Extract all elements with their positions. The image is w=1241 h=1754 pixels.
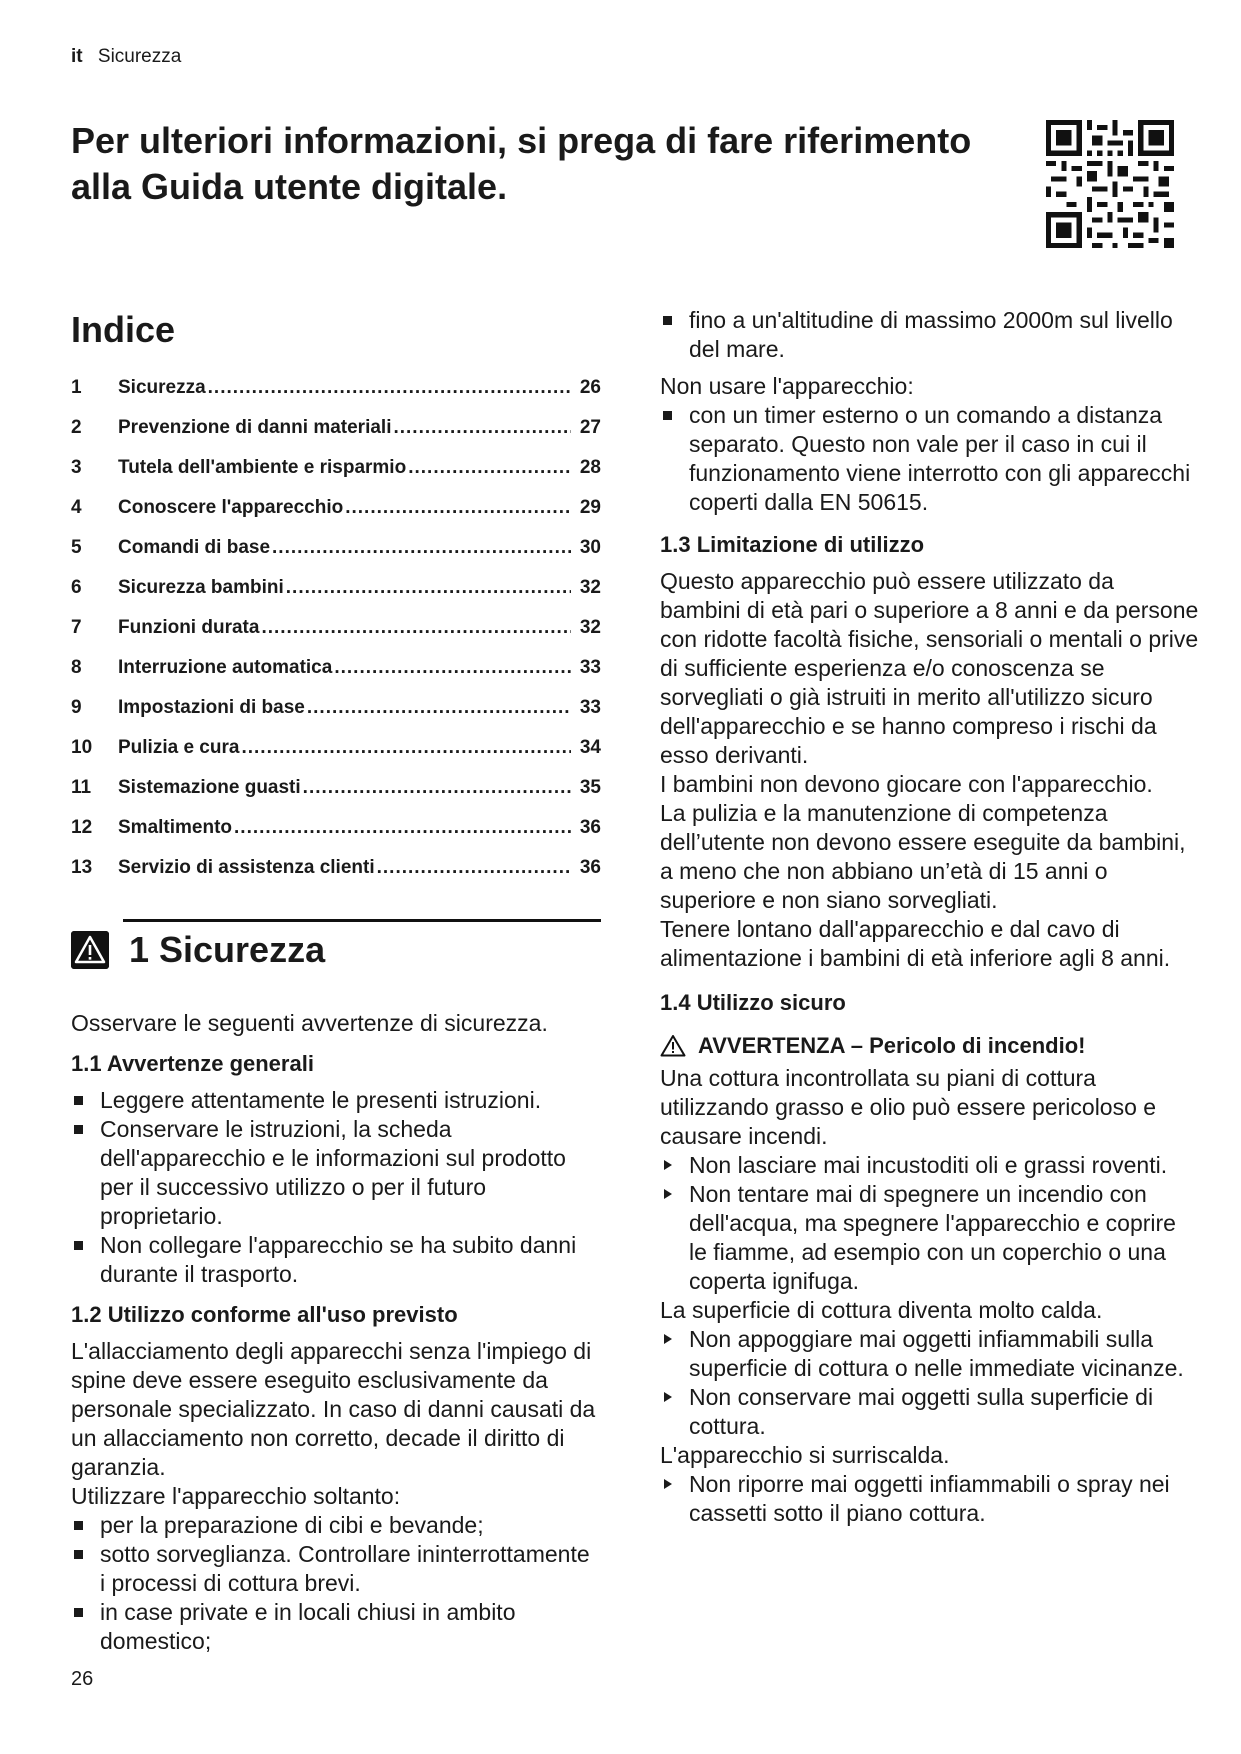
toc-label: Impostazioni di base	[118, 697, 305, 718]
toc-page: 30	[579, 537, 601, 558]
subsection-title: 1.4 Utilizzo sicuro	[660, 990, 846, 1015]
list-item-text: con un timer esterno o un comando a distanza separato. Questo non vale per il caso in cui il funzionamento viene interrotto con gli apparecchi coperti dalla EN 50615.	[689, 402, 1191, 515]
paragraph: La pulizia e la manutenzione di competenza dell’utente non devono essere eseguite da bambini, a meno che non abbiano un’età di 15 anni o superiore e non siano sorvegliati.	[660, 800, 1186, 913]
running-header	[71, 46, 181, 68]
toc-leader	[303, 777, 571, 799]
qr-code-icon[interactable]	[1046, 120, 1174, 248]
table-of-contents	[71, 377, 601, 897]
paragraph: Utilizzare l'apparecchio soltanto:	[71, 1483, 401, 1509]
toc-entry[interactable]	[71, 457, 601, 497]
subsection-title: 1.1 Avvertenze generali	[71, 1051, 314, 1076]
list-item-text: Non riporre mai oggetti infiammabili o spray nei cassetti sotto il piano cottura.	[689, 1471, 1170, 1526]
warning-text: AVVERTENZA – Pericolo di incendio!	[698, 1033, 1086, 1058]
section-intro: Osservare le seguenti avvertenze di sicurezza.	[71, 1010, 548, 1036]
bullet-square-icon	[74, 1521, 83, 1530]
toc-number: 12	[71, 817, 93, 838]
section-rule	[123, 919, 601, 922]
toc-number: 10	[71, 737, 93, 758]
list-item-text: Conservare le istruzioni, la scheda dell'apparecchio e le informazioni sul prodotto per il successivo utilizzo o per il futuro proprietario.	[100, 1116, 566, 1229]
paragraph: Non usare l'apparecchio:	[660, 373, 914, 399]
toc-leader	[272, 537, 571, 559]
subsection-title: 1.3 Limitazione di utilizzo	[660, 532, 925, 557]
list-item-text: per la preparazione di cibi e bevande;	[100, 1512, 484, 1538]
toc-label: Smaltimento	[118, 817, 233, 838]
list-item	[660, 306, 1200, 364]
paragraph: La superficie di cottura diventa molto calda.	[660, 1297, 1103, 1323]
toc-page: 35	[579, 777, 601, 798]
bullet-square-icon	[663, 411, 672, 420]
section-body-left	[71, 1009, 601, 1656]
bullet-list	[71, 1511, 601, 1656]
paragraph: Tenere lontano dall'apparecchio e dal cavo di alimentazione i bambini di età inferiore agli 8 anni.	[660, 916, 1171, 971]
toc-label: Conoscere l'apparecchio	[118, 497, 344, 518]
toc-label: Interruzione automatica	[118, 657, 333, 678]
paragraph: Questo apparecchio può essere utilizzato da bambini di età pari o superiore a 8 anni e da persone con ridotte facoltà fisiche, sensoriali o mentali o prive di sufficiente esperienza e/o conoscenza se sorvegliati o già istruiti in merito all'utilizzo sicuro dell'apparecchio e se hanno compreso i rischi da esso derivanti.	[660, 568, 1199, 768]
subsection-title: 1.2 Utilizzo conforme all'uso previsto	[71, 1302, 458, 1327]
toc-entry[interactable]	[71, 737, 601, 777]
list-item-text: in case private e in locali chiusi in ambito domestico;	[100, 1599, 516, 1654]
toc-entry[interactable]	[71, 617, 601, 657]
step-list	[660, 1325, 1200, 1441]
list-item	[71, 1115, 601, 1231]
toc-number: 2	[71, 417, 82, 438]
paragraph: L'apparecchio si surriscalda.	[660, 1442, 950, 1468]
warning-icon	[71, 931, 109, 969]
list-item	[71, 1231, 601, 1289]
toc-page: 33	[579, 697, 601, 718]
toc-number: 11	[71, 777, 92, 798]
paragraph: L'allacciamento degli apparecchi senza l'impiego di spine deve essere eseguito esclusivamente da personale specializzato. In caso di danni causati da un allacciamento non corretto, decade il diritto di garanzia.	[71, 1338, 596, 1480]
step-list	[660, 1470, 1200, 1528]
toc-number: 4	[71, 497, 82, 518]
warning-heading	[660, 1031, 1200, 1060]
toc-title: Indice	[71, 309, 176, 350]
bullet-square-icon	[74, 1550, 83, 1559]
toc-number: 6	[71, 577, 82, 598]
toc-entry[interactable]	[71, 657, 601, 697]
toc-page: 27	[579, 417, 601, 438]
list-item-text: fino a un'altitudine di massimo 2000m sul livello del mare.	[689, 307, 1173, 362]
step-arrow-icon	[664, 1479, 672, 1489]
toc-label: Pulizia e cura	[118, 737, 240, 758]
toc-leader	[241, 737, 571, 759]
toc-label: Sicurezza	[118, 377, 206, 398]
toc-leader	[377, 857, 571, 879]
section-title: 1 Sicurezza	[129, 929, 326, 970]
step-list	[660, 1151, 1200, 1296]
toc-number: 3	[71, 457, 82, 478]
step-arrow-icon	[664, 1160, 672, 1170]
page-title: Per ulteriori informazioni, si prega di fare riferimento alla Guida utente digitale.	[71, 120, 972, 207]
toc-page: 26	[579, 377, 601, 398]
list-item	[71, 1086, 601, 1115]
left-column	[71, 305, 601, 1656]
list-item-text: Non appoggiare mai oggetti infiammabili sulla superficie di cottura o nelle immediate vicinanze.	[689, 1326, 1184, 1381]
toc-number: 1	[71, 377, 82, 398]
header-section: Sicurezza	[97, 46, 182, 67]
toc-entry[interactable]	[71, 537, 601, 577]
list-item	[660, 1470, 1200, 1528]
bullet-list	[71, 1086, 601, 1289]
bullet-list	[660, 306, 1200, 364]
language-code: it	[71, 46, 83, 67]
toc-leader	[286, 577, 571, 599]
toc-entry[interactable]	[71, 377, 601, 417]
list-item-text: Leggere attentamente le presenti istruzioni.	[100, 1087, 542, 1113]
list-item	[660, 1151, 1200, 1180]
bullet-square-icon	[74, 1608, 83, 1617]
toc-page: 28	[579, 457, 601, 478]
toc-label: Servizio di assistenza clienti	[118, 857, 375, 878]
toc-label: Sistemazione guasti	[118, 777, 301, 798]
bullet-square-icon	[74, 1125, 83, 1134]
bullet-square-icon	[74, 1241, 83, 1250]
toc-leader	[261, 617, 571, 639]
toc-leader	[334, 657, 571, 679]
warning-triangle-icon	[660, 1034, 686, 1057]
toc-number: 8	[71, 657, 82, 678]
toc-entry[interactable]	[71, 697, 601, 737]
toc-entry[interactable]	[71, 417, 601, 457]
section-heading	[71, 919, 601, 1009]
paragraph: Una cottura incontrollata su piani di cottura utilizzando grasso e olio può essere pericoloso e causare incendi.	[660, 1065, 1157, 1149]
list-item-text: sotto sorveglianza. Controllare ininterrottamente i processi di cottura brevi.	[100, 1541, 590, 1596]
list-item-text: Non collegare l'apparecchio se ha subito danni durante il trasporto.	[100, 1232, 577, 1287]
list-item	[660, 401, 1200, 517]
toc-leader	[393, 417, 571, 439]
toc-page: 32	[579, 577, 601, 598]
toc-label: Sicurezza bambini	[118, 577, 284, 598]
toc-leader	[307, 697, 571, 719]
toc-page: 34	[579, 737, 601, 758]
list-item-text: Non lasciare mai incustoditi oli e grassi roventi.	[689, 1152, 1168, 1178]
list-item	[71, 1511, 601, 1540]
list-item-text: Non tentare mai di spegnere un incendio con dell'acqua, ma spegnere l'apparecchio e coprire le fiamme, ad esempio con un coperchio o una coperta ignifuga.	[689, 1181, 1176, 1294]
toc-entry[interactable]	[71, 857, 601, 897]
list-item-text: Non conservare mai oggetti sulla superficie di cottura.	[689, 1384, 1154, 1439]
step-arrow-icon	[664, 1334, 672, 1344]
toc-label: Tutela dell'ambiente e risparmio	[118, 457, 407, 478]
toc-page: 36	[579, 817, 601, 838]
toc-label: Comandi di base	[118, 537, 271, 558]
list-item	[660, 1325, 1200, 1383]
toc-leader	[345, 497, 571, 519]
toc-entry[interactable]	[71, 777, 601, 817]
paragraph: I bambini non devono giocare con l'apparecchio.	[660, 771, 1153, 797]
toc-number: 7	[71, 617, 82, 638]
toc-entry[interactable]	[71, 497, 601, 537]
step-arrow-icon	[664, 1189, 672, 1199]
bullet-list	[660, 401, 1200, 517]
bullet-square-icon	[74, 1096, 83, 1105]
toc-number: 13	[71, 857, 93, 878]
right-column	[660, 306, 1200, 1528]
toc-entry[interactable]	[71, 577, 601, 617]
toc-page: 33	[579, 657, 601, 678]
toc-page: 29	[579, 497, 601, 518]
toc-page: 32	[579, 617, 601, 638]
toc-page: 36	[579, 857, 601, 878]
toc-leader	[234, 817, 571, 839]
list-item	[71, 1598, 601, 1656]
list-item	[660, 1180, 1200, 1296]
toc-number: 5	[71, 537, 82, 558]
toc-label: Prevenzione di danni materiali	[118, 417, 392, 438]
page-number: 26	[71, 1668, 94, 1690]
toc-leader	[208, 377, 571, 399]
toc-leader	[408, 457, 571, 479]
toc-entry[interactable]	[71, 817, 601, 857]
list-item	[660, 1383, 1200, 1441]
step-arrow-icon	[664, 1392, 672, 1402]
list-item	[71, 1540, 601, 1598]
bullet-square-icon	[663, 316, 672, 325]
toc-number: 9	[71, 697, 82, 718]
toc-label: Funzioni durata	[118, 617, 260, 638]
